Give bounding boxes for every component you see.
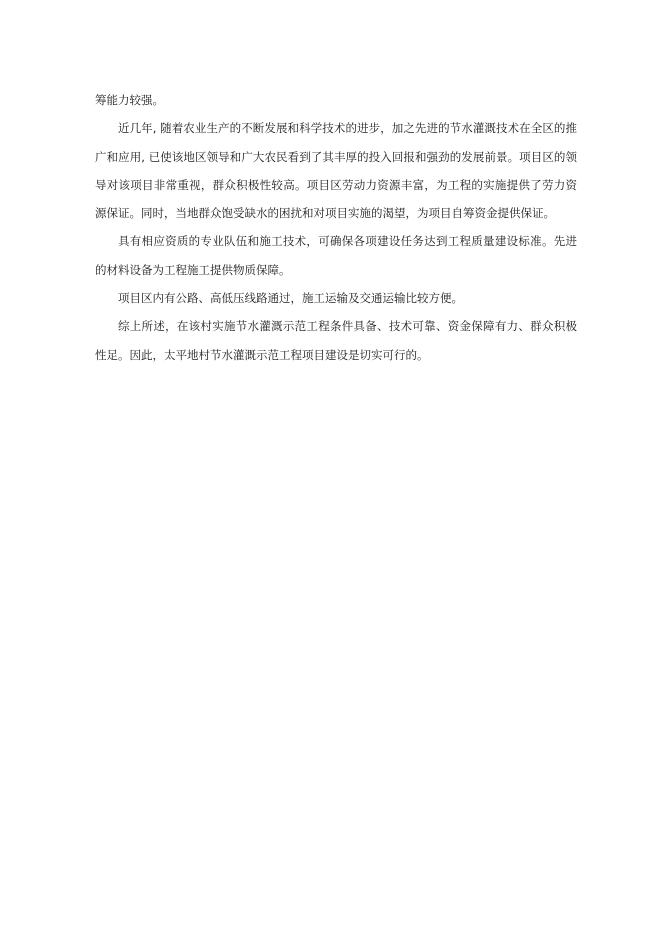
paragraph-development-background: 近几年, 随着农业生产的不断发展和科学技术的进步，加之先进的节水灌溉技术在全区的推广和应用, 已使该地区领导和广大农民看到了其丰厚的投入回报和强劲的发展前景。项目区的领导对该项目非常重视，群众积极性较高。项目区劳动力资源丰富，为工程的实施提供了劳力资源保证。同时，当地群众饱受缺水的困扰和对项目实施的渴望，为项目自筹资金提供保证。	[95, 121, 577, 221]
paragraph-continuation: 筹能力较强。	[95, 93, 164, 107]
document-body	[95, 86, 577, 369]
paragraph-conclusion: 综上所述，在该村实施节水灌溉示范工程条件具备、技术可靠、资金保障有力、群众积极性足。因此，太平地村节水灌溉示范工程项目建设是切实可行的。	[95, 319, 577, 362]
paragraph-technical-team: 具有相应资质的专业队伍和施工技术，可确保各项建设任务达到工程质量建设标准。先进的材料设备为工程施工提供物质保障。	[95, 234, 577, 277]
paragraph-transportation: 项目区内有公路、高低压线路通过，施工运输及交通运输比较方便。	[118, 291, 463, 306]
